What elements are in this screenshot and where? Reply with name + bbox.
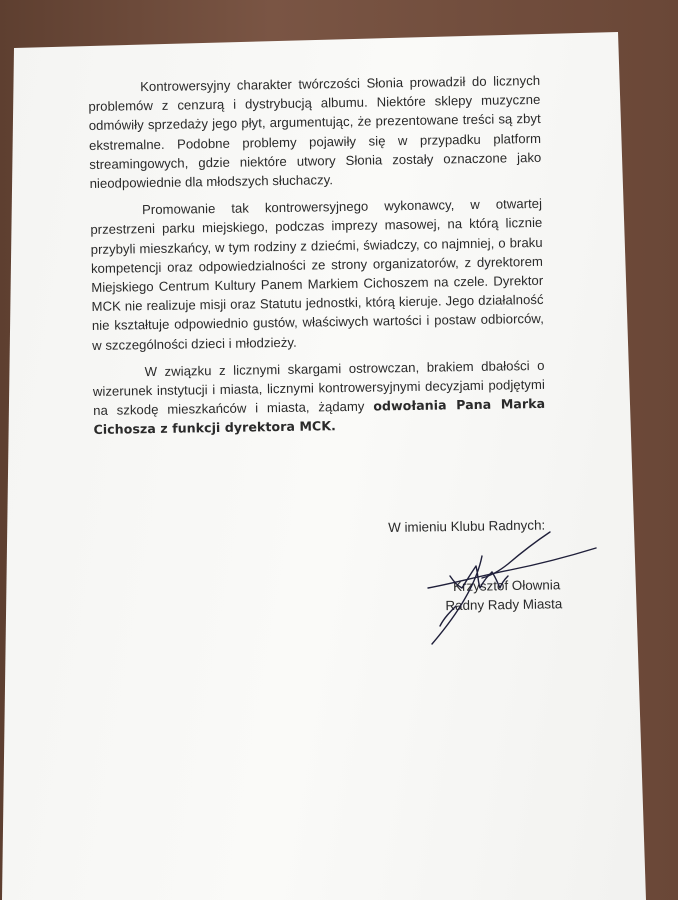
letter-body — [88, 71, 546, 440]
paragraph-1: Kontrowersyjny charakter twórczości Słonia prowadził do licznych problemów z cenzurą i dystrybucją albumu. Niektóre sklepy muzyczne odmówiły sprzedaży jego płyt, argumentując, że prezentowane treści są zbyt ekstremalne. Podobne problemy pojawiły się w przypadku platform streamingowych, gdzie niektóre utwory Słonia zostały oznaczone jako nieodpowiednie dla młodszych słuchaczy. — [88, 72, 542, 192]
paragraph-2: Promowanie tak kontrowersyjnego wykonawcy, w otwartej przestrzeni parku miejskiego, podczas imprezy masowej, na którą licznie przybyli mieszkańcy, w tym rodziny z dziećmi, świadczy, co najmniej, o braku kompetencji oraz odpowiedzialności ze strony organizatorów, z dyrektorem Miejskiego Centrum Kultury Panem Markiem Cichoszem na czele. Dyrektor MCK nie realizuje misji oraz Statutu jednostki, którą kieruje. Jego działalność nie kształtuje odpowiednio gustów, właściwych wartości i postaw odbiorców, w szczególności dzieci i młodzieży. — [90, 196, 544, 353]
signature-header: W imieniu Klubu Radnych: — [388, 517, 546, 535]
handwritten-signature — [410, 526, 610, 656]
demand-text: odwołania Pana Marka Cichosza z funkcji dyrektora MCK. — [93, 396, 546, 438]
signatory-role: Radny Rady Miasta — [445, 596, 563, 614]
paragraph-3-text: W związku z licznymi skargami ostrowczan, brakiem dbałości o wizerunek instytucji i miasta, licznymi kontrowersyjnymi decyzjami podjętymi na szkodę mieszkańców i miasta, żądamy — [92, 357, 545, 419]
paragraph-3 — [92, 356, 545, 440]
signatory-name: Krzysztof Ołownia — [452, 577, 561, 594]
